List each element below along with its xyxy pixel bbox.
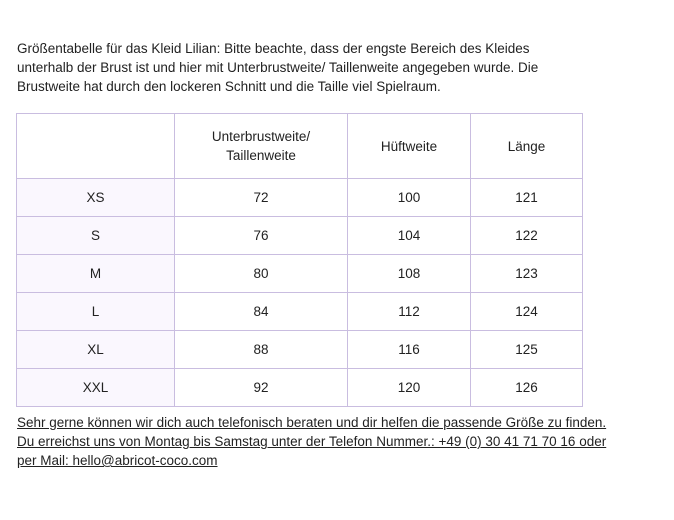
hip-cell: 100	[348, 179, 471, 217]
hip-cell: 108	[348, 255, 471, 293]
intro-line-1: Größentabelle für das Kleid Lilian: Bitte beachte, dass der engste Bereich des Kleides	[17, 41, 530, 56]
contact-line-2: Du erreichst uns von Montag bis Samstag unter der Telefon Nummer.: +49 (0) 30 41 71 70 16 oder	[17, 434, 607, 449]
intro-line-2: unterhalb der Brust ist und hier mit Unterbrustweite/ Taillenweite angegeben wurde. Die	[17, 60, 539, 75]
table-row	[17, 293, 583, 331]
length-cell: 121	[471, 179, 583, 217]
contact-info	[17, 413, 657, 470]
hip-cell: 104	[348, 217, 471, 255]
size-cell: S	[17, 217, 175, 255]
size-table	[16, 113, 583, 407]
table-row	[17, 331, 583, 369]
size-chart-intro	[17, 39, 617, 96]
hip-cell: 116	[348, 331, 471, 369]
table-header-row	[17, 114, 583, 179]
size-cell: L	[17, 293, 175, 331]
underbust-cell: 88	[175, 331, 348, 369]
hip-cell: 120	[348, 369, 471, 407]
size-cell: M	[17, 255, 175, 293]
table-row	[17, 217, 583, 255]
contact-line-1: Sehr gerne können wir dich auch telefonisch beraten und dir helfen die passende Größe zu finden.	[17, 415, 607, 430]
underbust-cell: 84	[175, 293, 348, 331]
length-cell: 125	[471, 331, 583, 369]
length-cell: 123	[471, 255, 583, 293]
size-cell: XXL	[17, 369, 175, 407]
size-cell: XS	[17, 179, 175, 217]
header-underbust-waist	[175, 114, 348, 179]
table-row	[17, 179, 583, 217]
underbust-cell: 80	[175, 255, 348, 293]
header-hip: Hüftweite	[348, 114, 471, 179]
contact-line-3: per Mail: hello@abricot-coco.com	[17, 453, 218, 468]
header-length: Länge	[471, 114, 583, 179]
header-underbust-line-2: Taillenweite	[226, 148, 296, 163]
length-cell: 126	[471, 369, 583, 407]
length-cell: 122	[471, 217, 583, 255]
intro-line-3: Brustweite hat durch den lockeren Schnitt und die Taille viel Spielraum.	[17, 79, 441, 94]
underbust-cell: 92	[175, 369, 348, 407]
underbust-cell: 72	[175, 179, 348, 217]
hip-cell: 112	[348, 293, 471, 331]
table-row	[17, 255, 583, 293]
length-cell: 124	[471, 293, 583, 331]
table-row	[17, 369, 583, 407]
header-underbust-line-1: Unterbrustweite/	[211, 129, 311, 144]
underbust-cell: 76	[175, 217, 348, 255]
size-cell: XL	[17, 331, 175, 369]
header-size	[17, 114, 175, 179]
